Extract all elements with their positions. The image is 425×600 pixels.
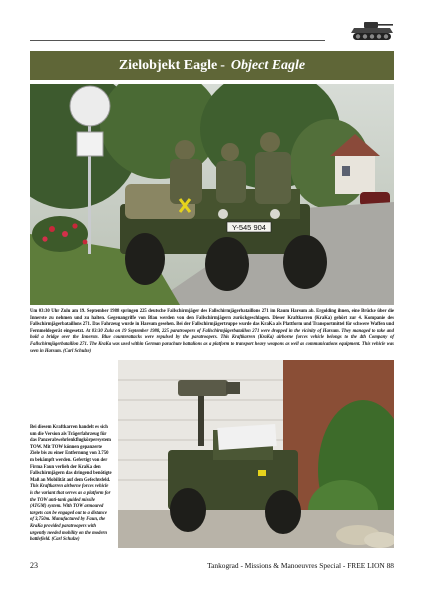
title-separator: - bbox=[220, 57, 225, 73]
caption-top bbox=[30, 309, 394, 355]
license-plate: Y-545 904 bbox=[232, 223, 266, 232]
title-english: Object Eagle bbox=[230, 57, 306, 73]
section-title bbox=[30, 51, 394, 80]
caption-top-german: Um 03:30 Uhr Zulu am 19. September 1988 springen 225 deutsche Fallschirmjäger des Fallschirmjägerbataillons 271 im Raum Harsum ab. Ergolding ihnen, eine Brücke über die Innerste zu nehmen und zu halten. Gegenangriffe von Blau werden von den Fallschirmjägern zurückgeschlagen. Dieser Kraftkarren (KraKa) gehört zur 4. Kompanie des Fallschirmjägerbataillons 271. Das Fahrzeug wurde in Harsum gesehen. Bei der Fallschirmjägertruppe wurde das KraKa als Plattform und Transportmittel für schwere Waffen und Fernmeldegerät eingesetzt. bbox=[30, 309, 394, 334]
caption-top-credit: (Carl Schulze) bbox=[63, 348, 92, 354]
top-photo bbox=[30, 84, 394, 305]
caption-bottom-credit: (Carl Schulze) bbox=[51, 537, 80, 543]
tank-icon bbox=[350, 19, 394, 43]
caption-bottom-english: This Kraftkarren airborne forces vehicle is the variant that serves as a platform for the TOW anti-tank guided missile (ATGM) system. With TOW armoured targets can be engaged out to a distance of 3,750m. Manufactured by Faun, the KraKa provided paratroopers with urgently needed mobility on the modern battlefield. bbox=[30, 484, 111, 543]
publication-title: Tankograd - Missions & Manoeuvres Special - FREE LION 88 bbox=[207, 561, 394, 570]
title-german: Zielobjekt Eagle bbox=[118, 57, 218, 73]
caption-bottom bbox=[30, 425, 112, 544]
caption-bottom-german: Bei diesem Kraftkarren handelt es sich um die Version als Trägerfahrzeug für das Panzerabwehrlenkflugkörpersystem TOW. Mit TOW können gepanzerte Ziele bis zu einer Entfernung von 3.750 m bekämpft werden. Gefertigt von der Firma Faun verlieh der KraKa den Fallschirmjägern das dringend benötigte Maß an Mobilität auf dem Gefechtsfeld. bbox=[30, 425, 112, 483]
caption-top-english: At 03:30 Zulu on 19 September 1988, 225 paratroopers of Fallschirmjägerbataillon 271 were dropped in the vicinity of Harsum. They managed to take and hold a bridge over the Innerste. Blue counterattacks were repulsed by the paratroopers. This Kraftkarren (KraKa) airborne forces vehicle belongs to the 4th Company of Fallschirmjägerbataillon 271. The KraKa was used within German parachute battalions as a platform to transport heavy weapons as well as communications equipment. This vehicle was seen in Harsum. bbox=[30, 328, 394, 354]
page-number: 23 bbox=[30, 561, 38, 570]
header-rule bbox=[30, 40, 325, 41]
bottom-photo bbox=[118, 360, 394, 548]
